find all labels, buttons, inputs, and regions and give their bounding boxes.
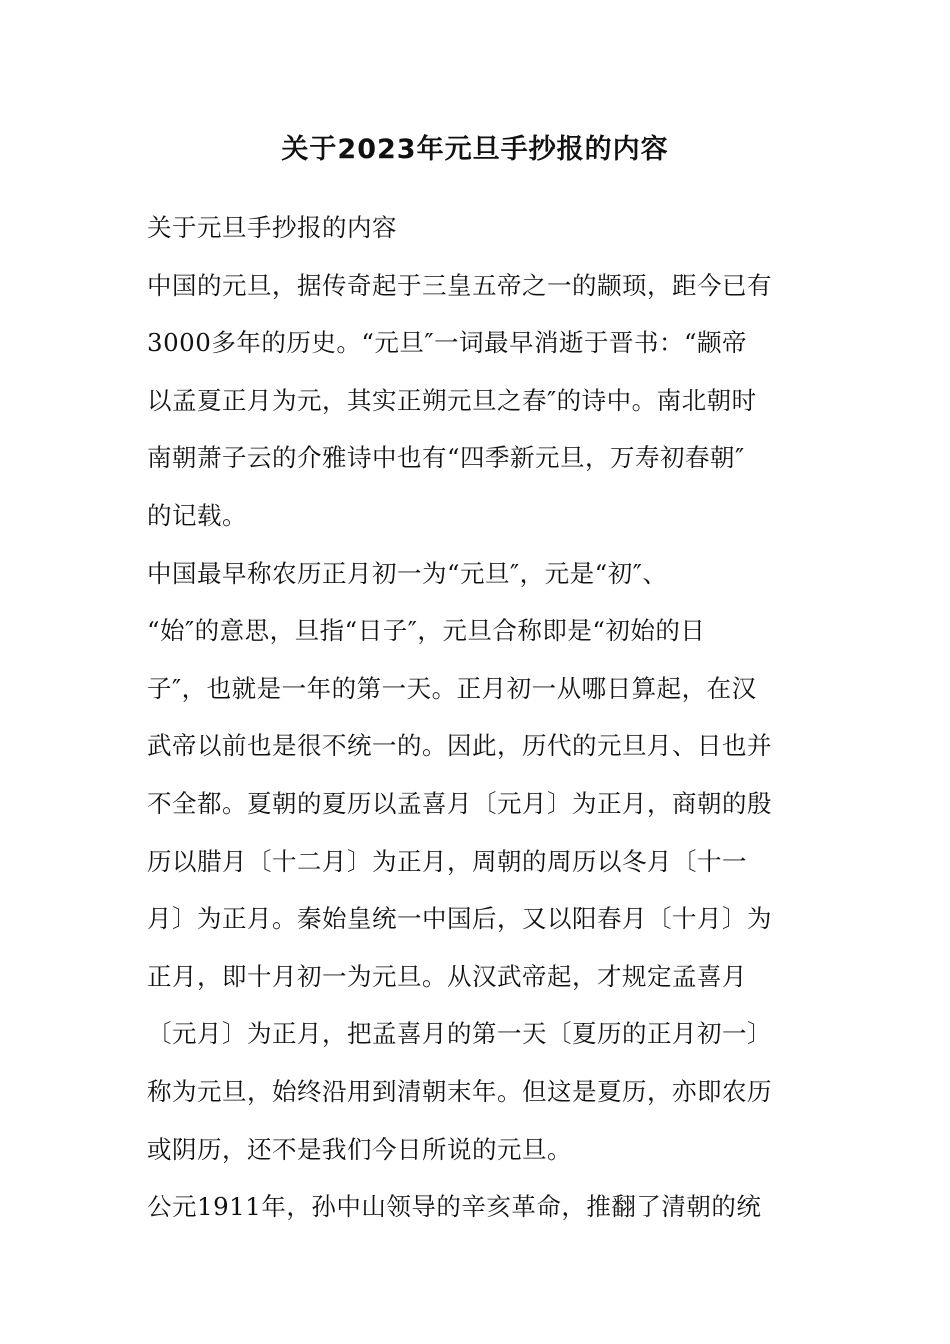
document-subtitle: 关于元旦手抄报的内容 bbox=[147, 213, 397, 242]
paragraph-line: 正月，即十月初一为元旦。从汉武帝起，才规定孟喜月 bbox=[147, 961, 747, 991]
paragraph-line: 南朝萧子云的介雅诗中也有“四季新元旦，万寿初春朝″ bbox=[147, 443, 745, 473]
paragraph-line: 不全都。夏朝的夏历以孟喜月〔元月〕为正月，商朝的殷 bbox=[147, 788, 772, 818]
paragraph-line: 3000多年的历史。“元旦″一词最早消逝于晋书：“颛帝 bbox=[147, 328, 748, 358]
paragraph-2 bbox=[147, 545, 807, 1179]
document-title: 关于2023年元旦手抄报的内容 bbox=[281, 134, 669, 165]
paragraph-line: “始″的意思，旦指“日子″，元旦合称即是“初始的日 bbox=[147, 616, 706, 646]
paragraph-line: 公元1911年，孙中山领导的辛亥革命，推翻了清朝的统 bbox=[147, 1192, 762, 1222]
paragraph-line: 历以腊月〔十二月〕为正月，周朝的周历以冬月〔十一 bbox=[147, 846, 747, 876]
document-body bbox=[147, 199, 807, 1236]
paragraph-1 bbox=[147, 257, 807, 545]
paragraph-line: 或阴历，还不是我们今日所说的元旦。 bbox=[147, 1134, 572, 1164]
paragraph-line: 中国的元旦，据传奇起于三皇五帝之一的颛顼，距今已有 bbox=[147, 270, 772, 300]
paragraph-line: 武帝以前也是很不统一的。因此，历代的元旦月、日也并 bbox=[147, 731, 772, 761]
paragraph-line: 子″，也就是一年的第一天。正月初一从哪日算起，在汉 bbox=[147, 673, 757, 703]
paragraph-line: 称为元旦，始终沿用到清朝末年。但这是夏历，亦即农历 bbox=[147, 1076, 772, 1106]
paragraph-line: 月〕为正月。秦始皇统一中国后，又以阳春月〔十月〕为 bbox=[147, 904, 772, 934]
paragraph-line: 的记载。 bbox=[147, 500, 247, 530]
paragraph-3 bbox=[147, 1178, 807, 1236]
paragraph-line: 〔元月〕为正月，把孟喜月的第一天〔夏历的正月初一〕 bbox=[147, 1019, 772, 1049]
paragraph-line: 以孟夏正月为元，其实正朔元旦之春″的诗中。南北朝时 bbox=[147, 385, 757, 415]
paragraph-line: 中国最早称农历正月初一为“元旦″，元是“初″、 bbox=[147, 558, 668, 588]
